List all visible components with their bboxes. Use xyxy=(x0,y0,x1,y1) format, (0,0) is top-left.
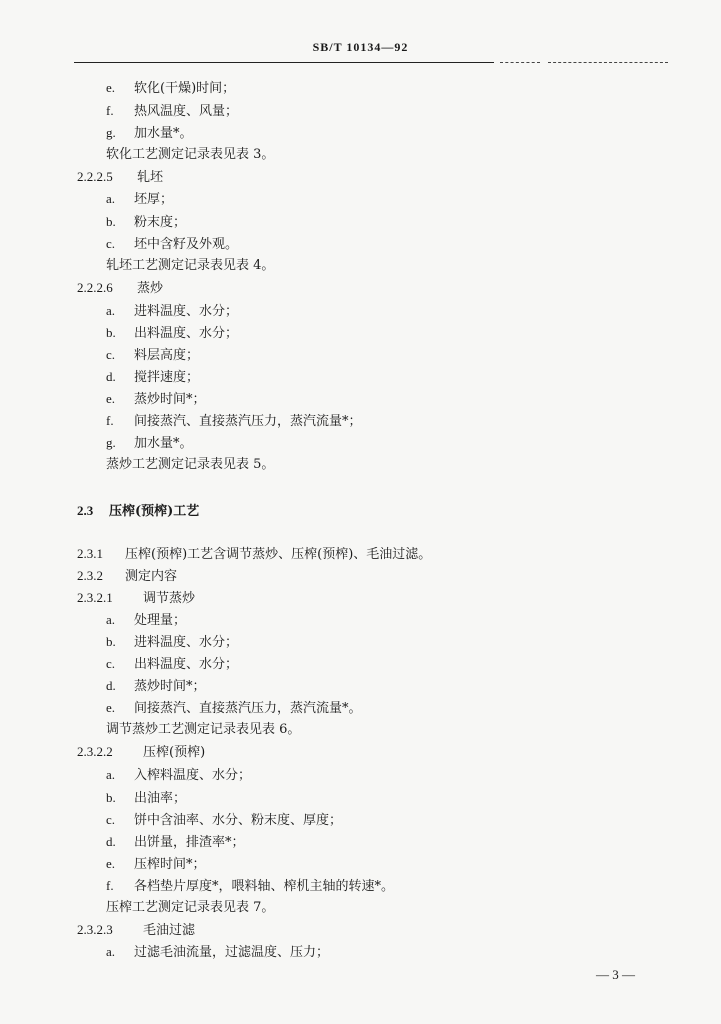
subsection-heading xyxy=(77,168,163,187)
list-item xyxy=(106,324,238,343)
section-title: 蒸炒 xyxy=(137,281,164,296)
list-item xyxy=(106,390,206,409)
section-number: 2.3.2 xyxy=(77,568,103,583)
item-label: d. xyxy=(106,834,116,849)
item-text: 各档垫片厚度*，喂料轴、榨机主轴的转速*。 xyxy=(134,879,395,894)
header-rule-dashed xyxy=(548,62,668,63)
list-item xyxy=(106,611,186,630)
header-rule xyxy=(74,62,494,63)
item-label: b. xyxy=(106,634,116,649)
list-item xyxy=(106,368,199,387)
list-item xyxy=(106,79,235,98)
item-text: 热风温度、风量； xyxy=(134,104,239,119)
item-text: 出料温度、水分； xyxy=(134,657,239,672)
item-label: e. xyxy=(106,856,116,871)
item-text: 入榨料温度、水分； xyxy=(134,768,252,783)
section-number: 2.3.2.2 xyxy=(77,744,113,759)
list-item xyxy=(106,434,193,453)
item-label: a. xyxy=(106,767,116,782)
list-item xyxy=(106,789,186,808)
item-text: 蒸炒时间*； xyxy=(134,392,206,407)
list-item xyxy=(106,943,329,962)
subsection-heading xyxy=(77,279,163,298)
paragraph-text: 压榨(预榨)工艺含调节蒸炒、压榨(预榨)、毛油过滤。 xyxy=(125,547,432,562)
list-item xyxy=(106,766,251,785)
item-label: g. xyxy=(106,125,116,140)
section-number: 2.3.1 xyxy=(77,546,103,561)
item-label: e. xyxy=(106,700,116,715)
paragraph xyxy=(77,545,431,564)
item-label: g. xyxy=(106,435,116,450)
section-number: 2.3.2.3 xyxy=(77,922,113,937)
section-heading xyxy=(77,502,199,521)
table-reference: 轧坯工艺测定记录表见表 4。 xyxy=(106,258,275,273)
item-label: b. xyxy=(106,790,116,805)
document-code-header: SB/T 10134—92 xyxy=(312,40,409,54)
list-item xyxy=(106,699,362,718)
section-title: 毛油过滤 xyxy=(143,923,196,938)
section-title: 轧坯 xyxy=(137,170,164,185)
subsection-heading xyxy=(77,921,195,940)
item-label: e. xyxy=(106,80,116,95)
list-item xyxy=(106,302,238,321)
item-text: 加水量*。 xyxy=(134,126,193,141)
item-label: f. xyxy=(106,103,114,118)
list-item xyxy=(106,633,238,652)
item-text: 过滤毛油流量，过滤温度、压力； xyxy=(134,945,330,960)
header-rule-dashed xyxy=(500,62,540,63)
section-title: 压榨(预榨)工艺 xyxy=(109,504,200,519)
item-text: 出油率； xyxy=(134,791,187,806)
item-text: 料层高度； xyxy=(134,348,200,363)
list-item xyxy=(106,124,193,143)
list-item xyxy=(106,677,206,696)
list-item xyxy=(106,412,362,431)
list-item xyxy=(106,235,238,254)
item-label: a. xyxy=(106,612,116,627)
item-label: a. xyxy=(106,191,116,206)
item-text: 间接蒸汽、直接蒸汽压力，蒸汽流量*； xyxy=(134,414,362,429)
item-text: 出料温度、水分； xyxy=(134,326,239,341)
section-number: 2.3.2.1 xyxy=(77,590,113,605)
list-item xyxy=(106,811,342,830)
section-number: 2.2.2.6 xyxy=(77,280,113,295)
item-text: 坯厚； xyxy=(134,192,174,207)
item-label: e. xyxy=(106,391,116,406)
item-text: 粉末度； xyxy=(134,215,187,230)
item-label: b. xyxy=(106,325,116,340)
section-number: 2.2.2.5 xyxy=(77,169,113,184)
table-reference: 调节蒸炒工艺测定记录表见表 6。 xyxy=(106,722,301,737)
item-label: c. xyxy=(106,236,116,251)
table-reference: 蒸炒工艺测定记录表见表 5。 xyxy=(106,457,275,472)
item-text: 饼中含油率、水分、粉末度、厚度； xyxy=(134,813,343,828)
subsection-heading xyxy=(77,743,205,762)
item-text: 加水量*。 xyxy=(134,436,193,451)
item-text: 软化(干燥)时间； xyxy=(134,81,236,96)
item-text: 蒸炒时间*； xyxy=(134,679,206,694)
section-title: 测定内容 xyxy=(125,569,178,584)
page-number: — 3 — xyxy=(596,967,635,982)
list-item xyxy=(106,346,199,365)
list-item xyxy=(106,213,186,232)
item-text: 进料温度、水分； xyxy=(134,304,239,319)
item-text: 坯中含籽及外观。 xyxy=(134,237,239,252)
item-label: b. xyxy=(106,214,116,229)
item-label: d. xyxy=(106,678,116,693)
item-label: d. xyxy=(106,369,116,384)
subsection-heading xyxy=(77,589,195,608)
list-item xyxy=(106,877,394,896)
section-number: 2.3 xyxy=(77,503,94,518)
item-text: 间接蒸汽、直接蒸汽压力，蒸汽流量*。 xyxy=(134,701,362,716)
item-label: f. xyxy=(106,413,114,428)
item-label: c. xyxy=(106,812,116,827)
list-item xyxy=(106,833,245,852)
item-text: 出饼量，排渣率*； xyxy=(134,835,245,850)
section-title: 压榨(预榨) xyxy=(143,745,206,760)
subsection-heading xyxy=(77,567,177,586)
item-label: c. xyxy=(106,347,116,362)
item-text: 压榨时间*； xyxy=(134,857,206,872)
list-item xyxy=(106,655,238,674)
table-reference: 软化工艺测定记录表见表 3。 xyxy=(106,147,275,162)
item-label: c. xyxy=(106,656,116,671)
item-label: f. xyxy=(106,878,114,893)
section-title: 调节蒸炒 xyxy=(143,591,196,606)
table-reference: 压榨工艺测定记录表见表 7。 xyxy=(106,900,275,915)
item-text: 处理量； xyxy=(134,613,187,628)
list-item xyxy=(106,190,173,209)
item-text: 搅拌速度； xyxy=(134,370,200,385)
item-label: a. xyxy=(106,944,116,959)
item-text: 进料温度、水分； xyxy=(134,635,239,650)
list-item xyxy=(106,102,238,121)
list-item xyxy=(106,855,206,874)
item-label: a. xyxy=(106,303,116,318)
